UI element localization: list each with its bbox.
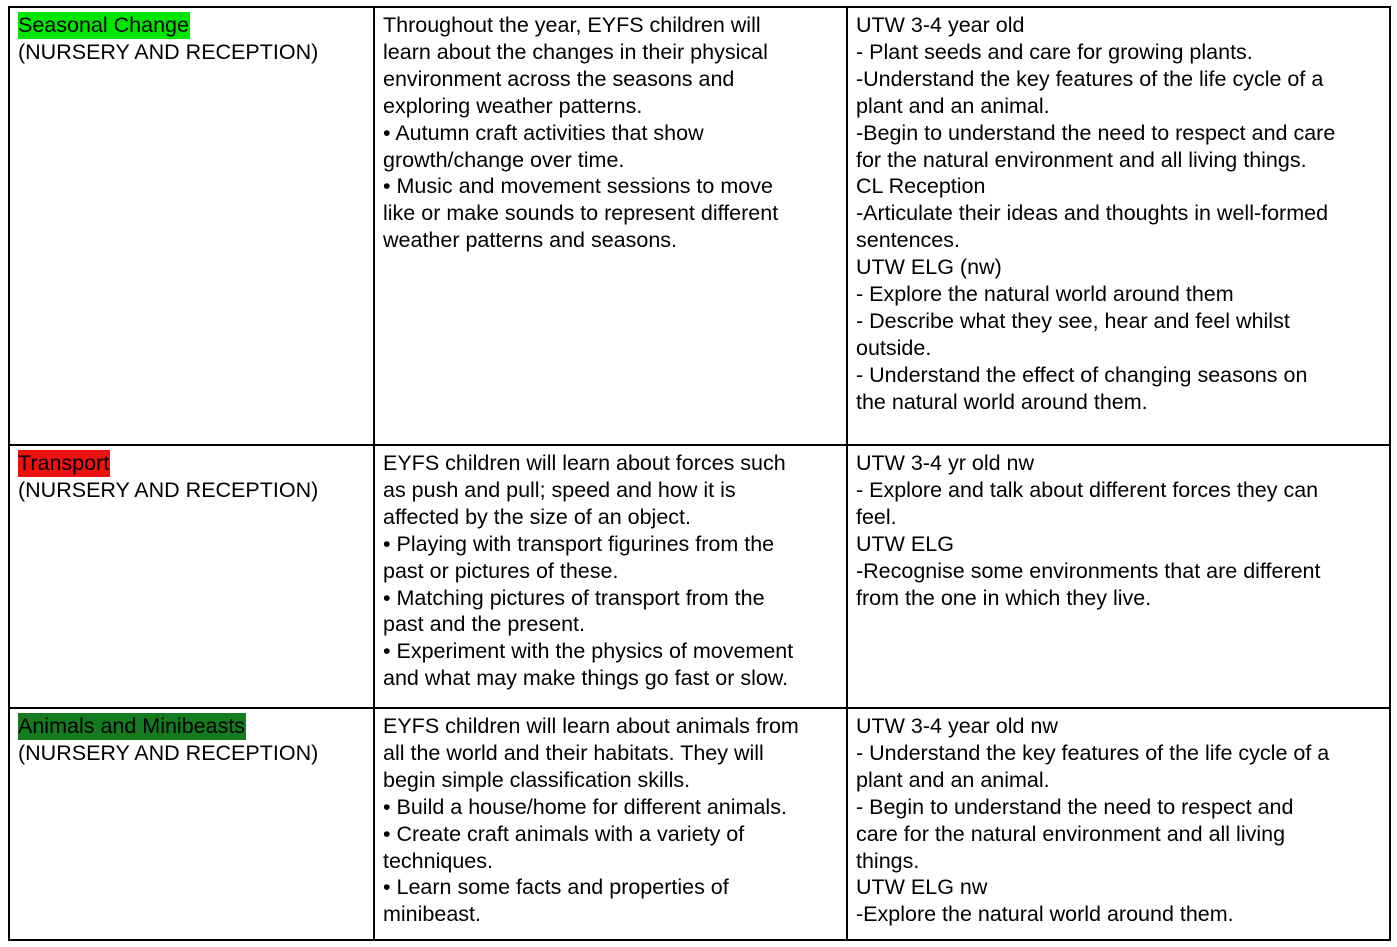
- outcome-line: UTW 3-4 yr old nw: [856, 451, 1035, 475]
- description-line: begin simple classification skills.: [383, 767, 691, 792]
- topic-cell: [9, 7, 374, 445]
- outcome-line: - Understand the effect of changing seasons on: [856, 362, 1308, 387]
- description-line: all the world and their habitats. They will: [383, 740, 764, 765]
- description-line: growth/change over time.: [383, 147, 625, 172]
- description-line: Throughout the year, EYFS children will: [383, 13, 761, 37]
- outcome-line: sentences.: [856, 228, 960, 253]
- description-line: • Create craft animals with a variety of: [383, 821, 745, 846]
- description-line: as push and pull; speed and how it is: [383, 477, 736, 502]
- topic-subtitle: (NURSERY AND RECEPTION): [18, 740, 319, 765]
- outcome-line: CL Reception: [856, 174, 986, 199]
- table-row: [9, 445, 1390, 708]
- description-line: learn about the changes in their physical: [383, 39, 768, 64]
- outcome-line: - Describe what they see, hear and feel whilst: [856, 308, 1290, 333]
- outcome-line: feel.: [856, 504, 897, 529]
- outcome-line: UTW ELG: [856, 531, 954, 556]
- outcome-line: care for the natural environment and all living: [856, 821, 1286, 846]
- description-cell: [374, 445, 847, 708]
- description-line: past and the present.: [383, 612, 586, 637]
- outcome-line: UTW 3-4 year old: [856, 13, 1025, 37]
- description-line: environment across the seasons and: [383, 66, 735, 91]
- outcomes-cell: [847, 7, 1390, 445]
- outcome-line: - Plant seeds and care for growing plants.: [856, 39, 1253, 64]
- curriculum-table: [8, 6, 1391, 941]
- outcome-line: outside.: [856, 335, 932, 360]
- outcome-line: UTW 3-4 year old nw: [856, 714, 1058, 738]
- outcome-line: -Recognise some environments that are different: [856, 558, 1321, 583]
- outcome-line: - Explore the natural world around them: [856, 282, 1234, 307]
- outcome-line: UTW ELG (nw): [856, 255, 1002, 280]
- topic-subtitle: (NURSERY AND RECEPTION): [18, 477, 319, 502]
- description-line: like or make sounds to represent different: [383, 201, 779, 226]
- description-cell: [374, 708, 847, 940]
- outcome-line: - Begin to understand the need to respect and: [856, 794, 1294, 819]
- outcome-line: - Understand the key features of the life cycle of a: [856, 740, 1330, 765]
- outcome-line: -Articulate their ideas and thoughts in well-formed: [856, 201, 1329, 226]
- description-line: techniques.: [383, 848, 493, 873]
- outcomes-cell: [847, 445, 1390, 708]
- outcome-line: -Begin to understand the need to respect and care: [856, 120, 1336, 145]
- outcome-line: things.: [856, 848, 920, 873]
- description-line: weather patterns and seasons.: [383, 228, 678, 253]
- description-line: minibeast.: [383, 902, 481, 927]
- description-line: • Playing with transport figurines from the: [383, 531, 775, 556]
- outcome-line: UTW ELG nw: [856, 875, 988, 900]
- table-row: [9, 7, 1390, 445]
- description-line: and what may make things go fast or slow.: [383, 666, 789, 691]
- topic-title: Seasonal Change: [18, 13, 189, 37]
- outcome-line: - Explore and talk about different forces they can: [856, 477, 1319, 502]
- description-line: • Learn some facts and properties of: [383, 875, 729, 900]
- outcome-line: -Explore the natural world around them.: [856, 902, 1234, 927]
- description-line: • Matching pictures of transport from the: [383, 585, 765, 610]
- outcome-line: from the one in which they live.: [856, 585, 1152, 610]
- description-line: • Autumn craft activities that show: [383, 120, 704, 145]
- description-cell: [374, 7, 847, 445]
- table-row: [9, 708, 1390, 940]
- outcome-line: plant and an animal.: [856, 93, 1050, 118]
- description-line: EYFS children will learn about forces such: [383, 451, 786, 475]
- description-line: affected by the size of an object.: [383, 504, 691, 529]
- description-line: • Experiment with the physics of movement: [383, 639, 794, 664]
- outcomes-cell: [847, 708, 1390, 940]
- topic-cell: [9, 445, 374, 708]
- outcome-line: plant and an animal.: [856, 767, 1050, 792]
- outcome-line: -Understand the key features of the life cycle of a: [856, 66, 1324, 91]
- description-line: • Build a house/home for different animals.: [383, 794, 787, 819]
- topic-title: Animals and Minibeasts: [18, 714, 246, 738]
- outcome-line: the natural world around them.: [856, 389, 1148, 414]
- topic-title: Transport: [18, 451, 110, 475]
- description-line: EYFS children will learn about animals from: [383, 714, 799, 738]
- description-line: past or pictures of these.: [383, 558, 619, 583]
- description-line: exploring weather patterns.: [383, 93, 643, 118]
- outcome-line: for the natural environment and all living things.: [856, 147, 1307, 172]
- topic-subtitle: (NURSERY AND RECEPTION): [18, 39, 319, 64]
- topic-cell: [9, 708, 374, 940]
- description-line: • Music and movement sessions to move: [383, 174, 773, 199]
